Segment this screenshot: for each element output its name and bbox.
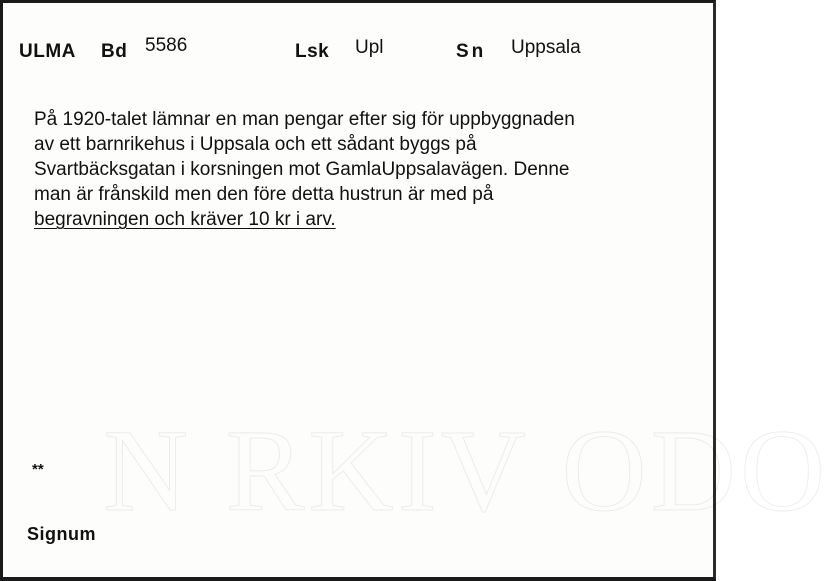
record-line: Svartbäcksgatan i korsningen mot GamlaUppsalavägen. Denne <box>34 159 570 180</box>
record-line: man är frånskild men den före detta hustrun är med på <box>34 184 494 205</box>
stars-marker: ** <box>32 461 44 478</box>
province-label: Lsk <box>295 41 330 62</box>
card-header <box>19 33 703 73</box>
volume-label: Bd <box>101 41 128 62</box>
parish-label: Sn <box>456 41 487 62</box>
signum-label: Signum <box>27 524 96 544</box>
record-line-underlined: begravningen och kräver 10 kr i arv. <box>34 209 336 230</box>
archive-label: ULMA <box>19 41 76 62</box>
province-value: Upl <box>355 37 384 58</box>
record-line: På 1920-talet lämnar en man pengar efter sig för uppbyggnaden <box>34 109 575 130</box>
parish-value: Uppsala <box>511 37 581 58</box>
stamp-watermark: N RKIV ODO <box>103 405 829 536</box>
volume-number: 5586 <box>145 35 188 56</box>
record-line: av ett barnrikehus i Uppsala och ett sådant byggs på <box>34 134 477 155</box>
record-text <box>34 107 706 232</box>
